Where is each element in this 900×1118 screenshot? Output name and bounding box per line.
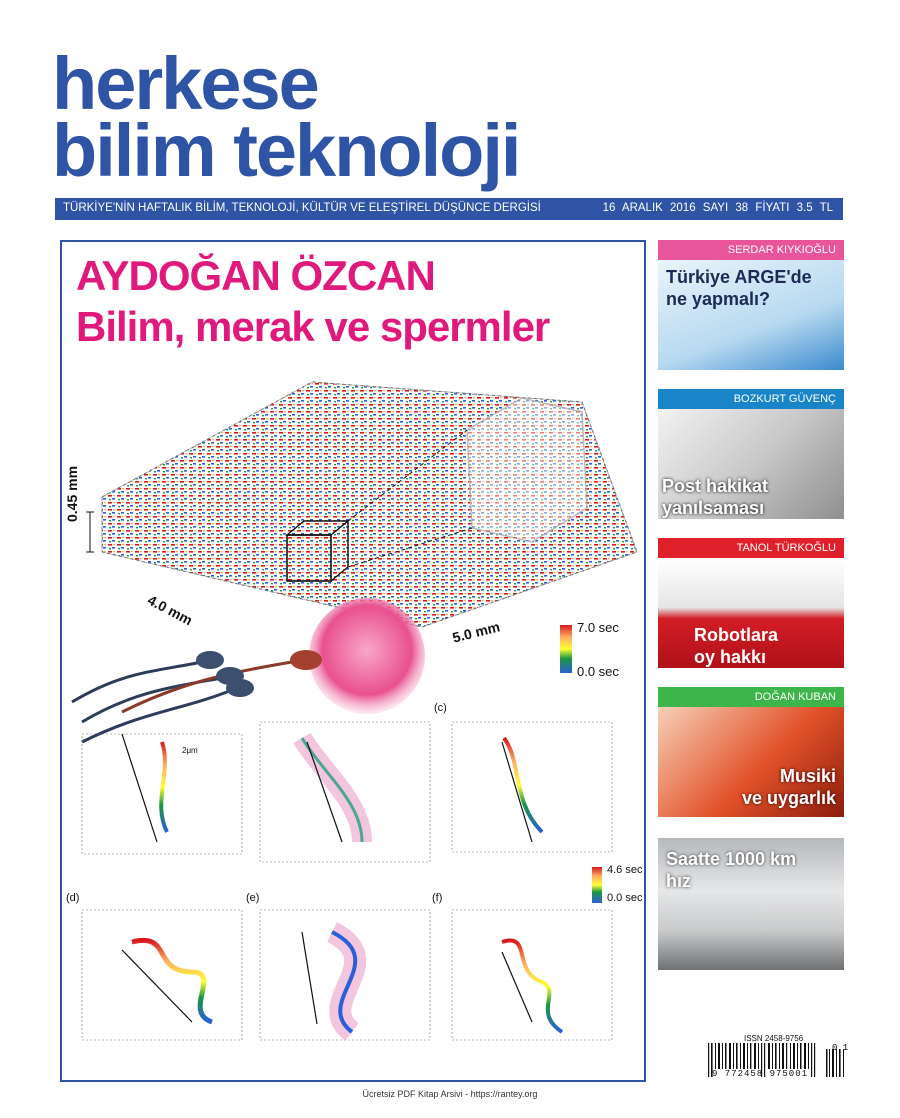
sidebar-title bbox=[666, 848, 796, 892]
panel-label-f: (f) bbox=[432, 892, 443, 904]
width-label: 4.0 mm bbox=[145, 591, 196, 629]
sidebar-title-line2: oy hakkı bbox=[694, 647, 767, 667]
footer-source: Ücretsiz PDF Kitap Arsivi - https://rantey.org bbox=[362, 1089, 538, 1099]
sidebar-card-music[interactable] bbox=[658, 687, 844, 817]
barcode-number: 9 772458 975001 bbox=[712, 1069, 809, 1079]
tagline-bar bbox=[55, 198, 843, 220]
sidebar-title-line1: Robotlara bbox=[694, 625, 779, 645]
sidebar-title-line1: Türkiye ARGE'de bbox=[666, 267, 812, 287]
sidebar-author: DOĞAN KUBAN bbox=[658, 687, 844, 707]
sidebar-card-post-truth[interactable] bbox=[658, 389, 844, 519]
scale-label: 2μm bbox=[182, 746, 198, 755]
sidebar-title-line1: Saatte 1000 km bbox=[666, 849, 797, 869]
depth-label: 0.45 mm bbox=[64, 465, 80, 522]
colorbar-min: 0.0 sec bbox=[577, 664, 619, 679]
cover-story[interactable] bbox=[60, 240, 646, 1082]
panel-label-d: (d) bbox=[66, 892, 80, 904]
sidebar-author: BOZKURT GÜVENÇ bbox=[658, 389, 844, 409]
sidebar-title bbox=[694, 624, 778, 668]
tagline: TÜRKİYE'NİN HAFTALIK BİLİM, TEKNOLOJİ, KÜLTÜR VE ELEŞTİREL DÜŞÜNCE DERGİSİ bbox=[63, 202, 541, 214]
sidebar-title bbox=[662, 475, 768, 519]
colorbar2-min: 0.0 sec bbox=[607, 892, 643, 904]
masthead-line1: herkese bbox=[52, 42, 318, 125]
issue-info: 16 ARALIK 2016 SAYI 38 FİYATI 3.5 TL bbox=[602, 202, 833, 214]
sidebar-card-robots[interactable] bbox=[658, 538, 844, 668]
sidebar-card-hyperloop[interactable] bbox=[658, 838, 844, 970]
sidebar-card-arge[interactable] bbox=[658, 240, 844, 370]
sidebar-title-line1: Post hakikat bbox=[662, 476, 769, 496]
sperm-tracking-figure bbox=[62, 242, 646, 1082]
sidebar-title bbox=[666, 266, 812, 310]
barcode-addon: 0 1 bbox=[832, 1043, 849, 1053]
colorbar2-max: 4.6 sec bbox=[607, 864, 643, 876]
sidebar-title-line2: ne yapmalı? bbox=[666, 289, 771, 309]
sidebar-title-line2: hız bbox=[666, 871, 691, 891]
issn: ISSN 2458-9756 bbox=[744, 1034, 804, 1043]
sidebar-author: TANOL TÜRKOĞLU bbox=[658, 538, 844, 558]
masthead-line2: bilim teknoloji bbox=[52, 109, 520, 192]
sidebar-title-line1: Musiki bbox=[779, 766, 836, 786]
masthead-logo bbox=[52, 42, 520, 192]
cover-author: AYDOĞAN ÖZCAN bbox=[76, 252, 435, 299]
cover-title: Bilim, merak ve spermler bbox=[76, 303, 550, 350]
colorbar-max: 7.0 sec bbox=[577, 620, 619, 635]
sidebar-title-line2: ve uygarlık bbox=[741, 788, 836, 808]
sidebar-author: SERDAR KIYKIOĞLU bbox=[658, 240, 844, 260]
sidebar-title bbox=[718, 765, 836, 809]
panel-label-e: (e) bbox=[246, 892, 260, 904]
panel-label-c: (c) bbox=[434, 702, 447, 714]
length-label: 5.0 mm bbox=[450, 618, 502, 646]
sidebar-title-line2: yanılsaması bbox=[662, 498, 765, 518]
